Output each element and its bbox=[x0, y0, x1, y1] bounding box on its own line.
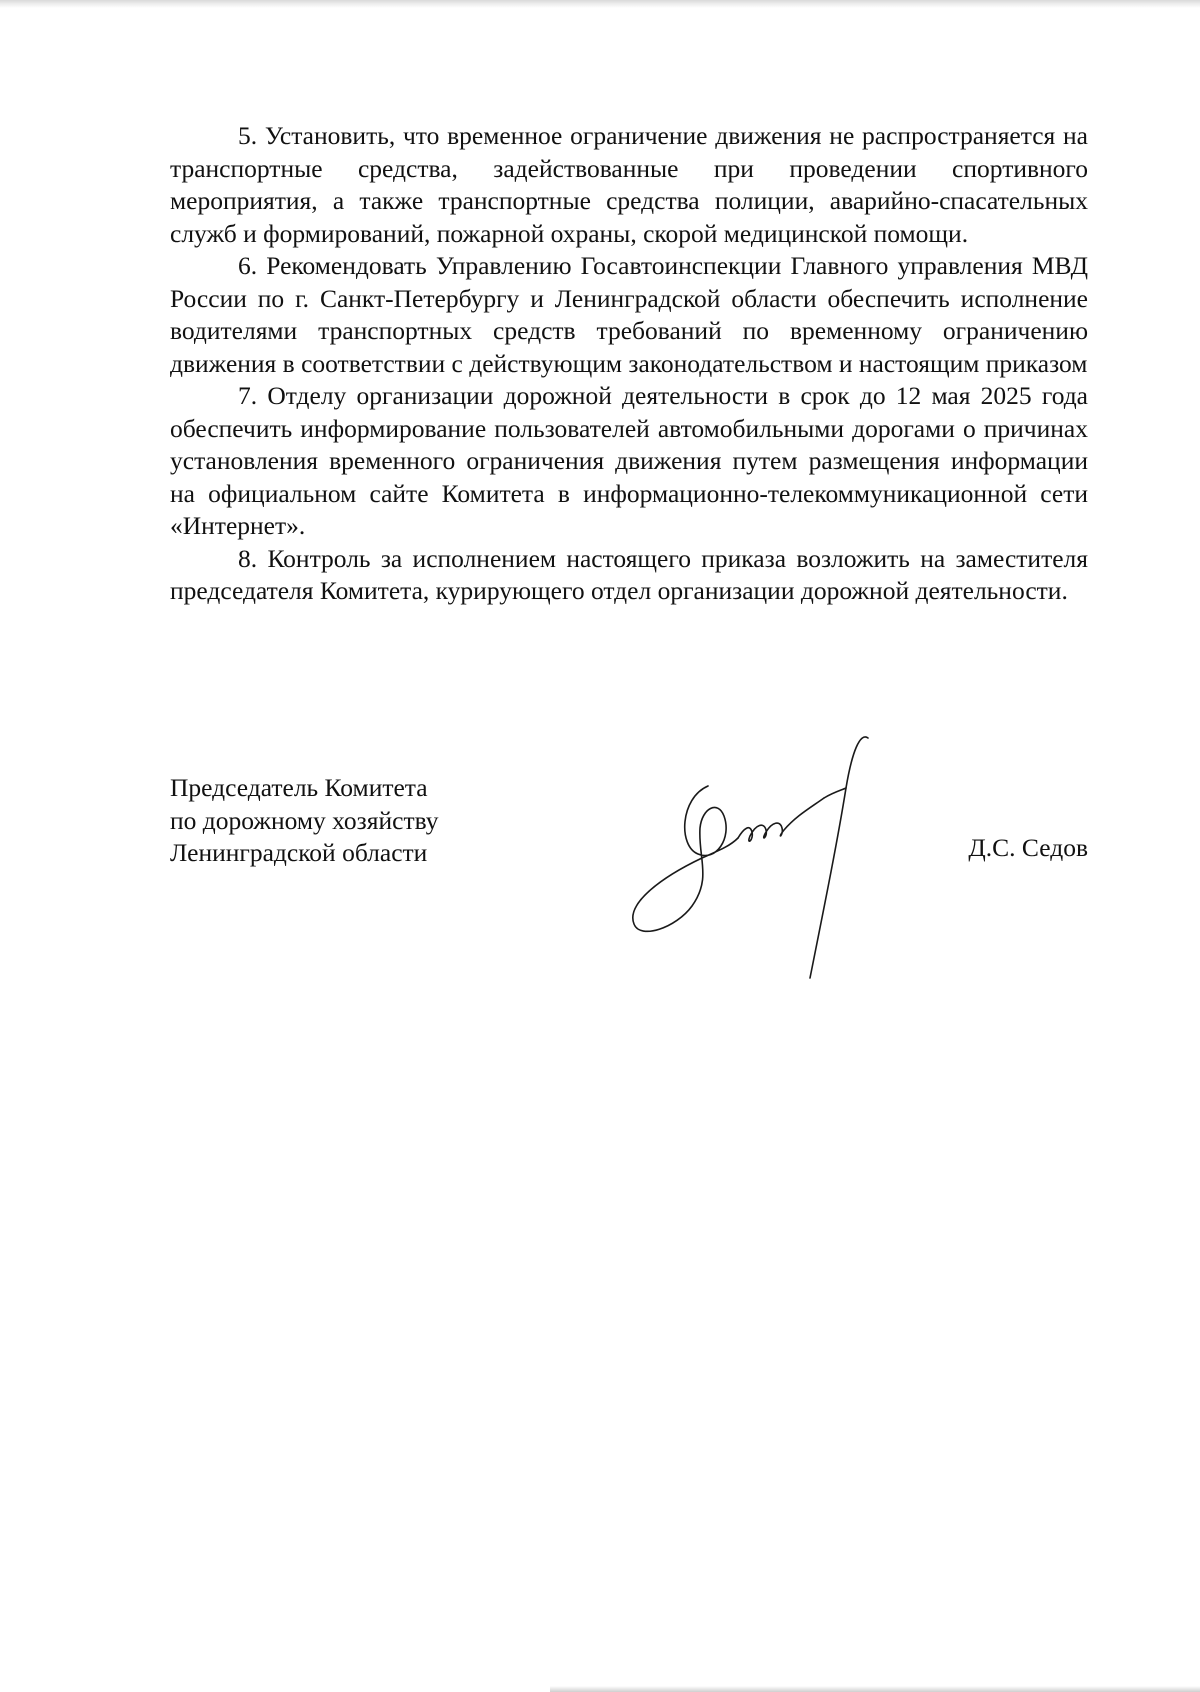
signature-stroke-hook bbox=[824, 788, 846, 798]
signature-stroke-tall bbox=[810, 737, 868, 978]
signature-stroke-main bbox=[633, 786, 738, 931]
scan-edge-top bbox=[0, 0, 1200, 8]
signature-stroke-loops bbox=[738, 798, 824, 841]
scan-edge-bottom bbox=[550, 1686, 1200, 1692]
paragraph-5: 5. Установить, что временное ограничение движения не распространяется на транспортные средства, задействованные при проведении спортивного мероприятия, а также транспортные средства полиции, аварийно-спасательных служб и формирований, пожарной охраны, скорой медицинской помощи. bbox=[170, 121, 1088, 248]
signatory-title-line-1: Председатель Комитета bbox=[170, 773, 428, 802]
paragraph-8: 8. Контроль за исполнением настоящего приказа возложить на заместителя председателя Комитета, курирующего отдел организации дорожной деятельности. bbox=[170, 543, 1088, 605]
signatory-title-line-2: по дорожному хозяйству bbox=[170, 805, 439, 835]
paragraph-6: 6. Рекомендовать Управлению Госавтоинспекции Главного управления МВД России по г. Санкт-Петербургу и Ленинградской области обеспечить исполнение водителями транспортных средств требований по временному ограничению движения в соответствии с действующим законодательством и настоящим приказом bbox=[170, 251, 1088, 378]
signatory-title-line-3: Ленинградской области bbox=[170, 838, 428, 867]
signatory-name: Д.С. Седов bbox=[968, 833, 1088, 862]
handwritten-signature bbox=[620, 728, 910, 983]
document-body bbox=[170, 120, 1088, 608]
signatory-title bbox=[170, 772, 439, 870]
paragraph-7: 7. Отделу организации дорожной деятельности в срок до 12 мая 2025 года обеспечить информирование пользователей автомобильными дорогами о причинах установления временного ограничения движения путем размещения информации на официальном сайте Комитета в информационно-телекоммуникационной сети «Интернет». bbox=[170, 381, 1088, 540]
